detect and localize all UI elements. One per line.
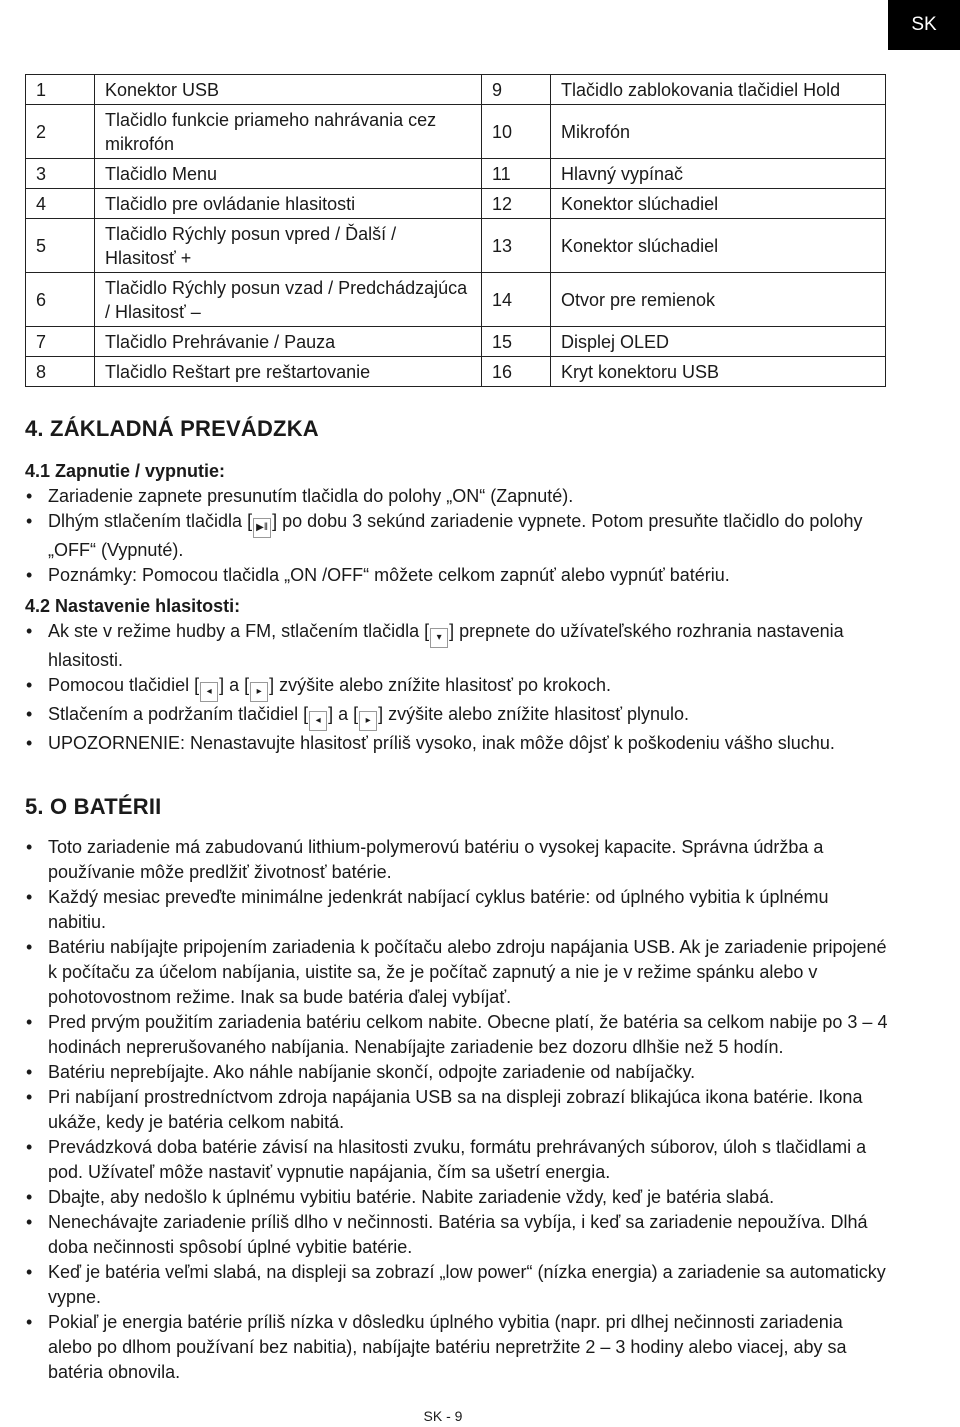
list-item-text: ] zvýšite alebo znížite hlasitosť po krokoch. (269, 675, 612, 695)
list-item: • Pri nabíjaní prostredníctvom zdroja napájania USB sa na displeji zobrazí blikajúca ikona batérie. Ikona ukáže, kedy je batéria celkom nabitá. (48, 1085, 890, 1135)
part-label: Tlačidlo Menu (95, 159, 482, 189)
table-row (26, 159, 886, 189)
table-row (26, 219, 886, 273)
list-item-text: ] a [ (328, 704, 359, 724)
subsection-power (25, 459, 890, 588)
volume-down-key-icon: ▾ (430, 628, 448, 648)
list-item-text: Pomocou tlačidiel [ (48, 675, 200, 695)
table-row (26, 75, 886, 105)
list-item: • Batériu neprebíjajte. Ako náhle nabíjanie skončí, odpojte zariadenie od nabíjačky. (48, 1060, 890, 1085)
list-item: • Keď je batéria veľmi slabá, na displeji sa zobrazí „low power“ (nízka energia) a zariadenie sa automaticky vypne. (48, 1260, 890, 1310)
part-label: Mikrofón (551, 105, 886, 159)
part-label: Konektor USB (95, 75, 482, 105)
list-item-text: Zariadenie zapnete presunutím tlačidla do polohy „ON“ (Zapnuté). (48, 486, 574, 506)
list-item (48, 509, 890, 563)
part-number: 13 (482, 219, 551, 273)
part-number: 14 (482, 273, 551, 327)
battery-bullets (48, 835, 890, 1385)
list-item-text: UPOZORNENIE: Nenastavujte hlasitosť príliš vysoko, inak môže dôjsť k poškodeniu vášho sluchu. (48, 733, 835, 753)
part-label: Displej OLED (551, 327, 886, 357)
part-number: 15 (482, 327, 551, 357)
table-row (26, 327, 886, 357)
list-item: • Nenechávajte zariadenie príliš dlho v nečinnosti. Batéria sa vybíja, i keď sa zariadenie nepoužíva. Dlhá doba nečinnosti spôsobí úplné vybitie batérie. (48, 1210, 890, 1260)
part-label: Kryt konektoru USB (551, 357, 886, 387)
list-item-text: Stlačením a podržaním tlačidiel [ (48, 704, 309, 724)
table-row (26, 105, 886, 159)
right-arrow-icon: ▸ (250, 682, 268, 702)
list-item: • Pokiaľ je energia batérie príliš nízka v dôsledku úplného vybitia (napr. pri dlhej nečinnosti zariadenia alebo po dlhom používaní bez nabitia), nabíjajte batériu nepretržite 2 – 3 hodiny alebo viacej, aby sa batéria obnovila. (48, 1310, 890, 1385)
list-item (48, 563, 890, 588)
part-label: Tlačidlo zablokovania tlačidiel Hold (551, 75, 886, 105)
part-number: 6 (26, 273, 95, 327)
parts-table (25, 74, 886, 387)
part-number: 5 (26, 219, 95, 273)
bullet-list (48, 484, 890, 588)
list-item-text: Poznámky: Pomocou tlačidla „ON /OFF“ môžete celkom zapnúť alebo vypnúť batériu. (48, 565, 730, 585)
play-pause-icon: ▶‖ (253, 518, 271, 538)
part-number: 1 (26, 75, 95, 105)
bullet-list (48, 619, 890, 756)
list-item (48, 731, 890, 756)
list-item: • Pred prvým použitím zariadenia batériu celkom nabite. Obecne platí, že batéria sa celkom nabije po 3 – 4 hodinách neprerušovaného nabíjania. Nenabíjajte zariadenie bez dozoru dlhšie než 5 hodín. (48, 1010, 890, 1060)
part-label: Tlačidlo funkcie priameho nahrávania cez mikrofón (95, 105, 482, 159)
part-label: Tlačidlo Rýchly posun vzad / Predchádzajúca / Hlasitosť – (95, 273, 482, 327)
part-number: 10 (482, 105, 551, 159)
list-item-text: ] po dobu 3 sekúnd zariadenie vypnete. Potom presuňte tlačidlo do polohy „OFF“ (Vypnuté). (48, 511, 863, 560)
part-label: Tlačidlo Rýchly posun vpred / Ďalší / Hlasitosť + (95, 219, 482, 273)
part-number: 9 (482, 75, 551, 105)
left-arrow-icon: ◂ (200, 682, 218, 702)
list-item: • Prevádzková doba batérie závisí na hlasitosti zvuku, formátu prehrávaných súborov, úloh s tlačidlami a pod. Užívateľ môže nastaviť vypnutie napájania, čím sa ušetrí energia. (48, 1135, 890, 1185)
bullet-list (48, 835, 890, 1385)
part-label: Otvor pre remienok (551, 273, 886, 327)
subsection-volume (25, 594, 890, 756)
part-label: Konektor slúchadiel (551, 189, 886, 219)
list-item-text: ] a [ (219, 675, 250, 695)
section-basic-operation (25, 416, 885, 442)
list-item-text: Ak ste v režime hudby a FM, stlačením tlačidla [ (48, 621, 430, 641)
list-item-text: Dlhým stlačením tlačidla [ (48, 511, 253, 531)
table-row (26, 357, 886, 387)
part-number: 3 (26, 159, 95, 189)
section-heading: 4. ZÁKLADNÁ PREVÁDZKA (25, 416, 319, 441)
table-row (26, 189, 886, 219)
list-item: • Dbajte, aby nedošlo k úplnému vybitiu batérie. Nabite zariadenie vždy, keď je batéria slabá. (48, 1185, 890, 1210)
language-tab: SK (888, 0, 960, 50)
part-label: Hlavný vypínač (551, 159, 886, 189)
left-arrow-icon: ◂ (309, 711, 327, 731)
section-heading: 5. O BATÉRII (25, 794, 162, 819)
part-number: 2 (26, 105, 95, 159)
part-number: 16 (482, 357, 551, 387)
part-label: Tlačidlo Prehrávanie / Pauza (95, 327, 482, 357)
list-item-text: ] zvýšite alebo znížite hlasitosť plynulo. (378, 704, 690, 724)
list-item: • Batériu nabíjajte pripojením zariadenia k počítaču alebo zdroju napájania USB. Ak je zariadenie pripojené k počítaču za účelom nabíjania, uistite sa, že je počítač zapnutý a nie je v režime spánku alebo v pohotovostnom režime. Inak sa bude batéria ďalej vybíjať. (48, 935, 890, 1010)
part-number: 7 (26, 327, 95, 357)
section-battery (25, 794, 885, 820)
part-label: Konektor slúchadiel (551, 219, 886, 273)
list-item (48, 619, 890, 673)
table-row (26, 273, 886, 327)
subsection-title: 4.1 Zapnutie / vypnutie: (25, 461, 226, 481)
list-item: • Toto zariadenie má zabudovanú lithium-polymerovú batériu o vysokej kapacite. Správna údržba a používanie môže predlžiť životnosť batérie. (48, 835, 890, 885)
part-label: Tlačidlo Reštart pre reštartovanie (95, 357, 482, 387)
list-item: • Každý mesiac preveďte minimálne jedenkrát nabíjací cyklus batérie: od úplného vybitia k úplnému nabitiu. (48, 885, 890, 935)
list-item-text: ] prepnete do užívateľského rozhrania nastavenia hlasitosti. (48, 621, 844, 670)
page-number: SK - 9 (423, 1408, 463, 1424)
part-label: Tlačidlo pre ovládanie hlasitosti (95, 189, 482, 219)
list-item (48, 673, 890, 702)
subsection-title: 4.2 Nastavenie hlasitosti: (25, 596, 241, 616)
right-arrow-icon: ▸ (359, 711, 377, 731)
list-item (48, 702, 890, 731)
part-number: 8 (26, 357, 95, 387)
part-number: 4 (26, 189, 95, 219)
list-item (48, 484, 890, 509)
part-number: 12 (482, 189, 551, 219)
part-number: 11 (482, 159, 551, 189)
